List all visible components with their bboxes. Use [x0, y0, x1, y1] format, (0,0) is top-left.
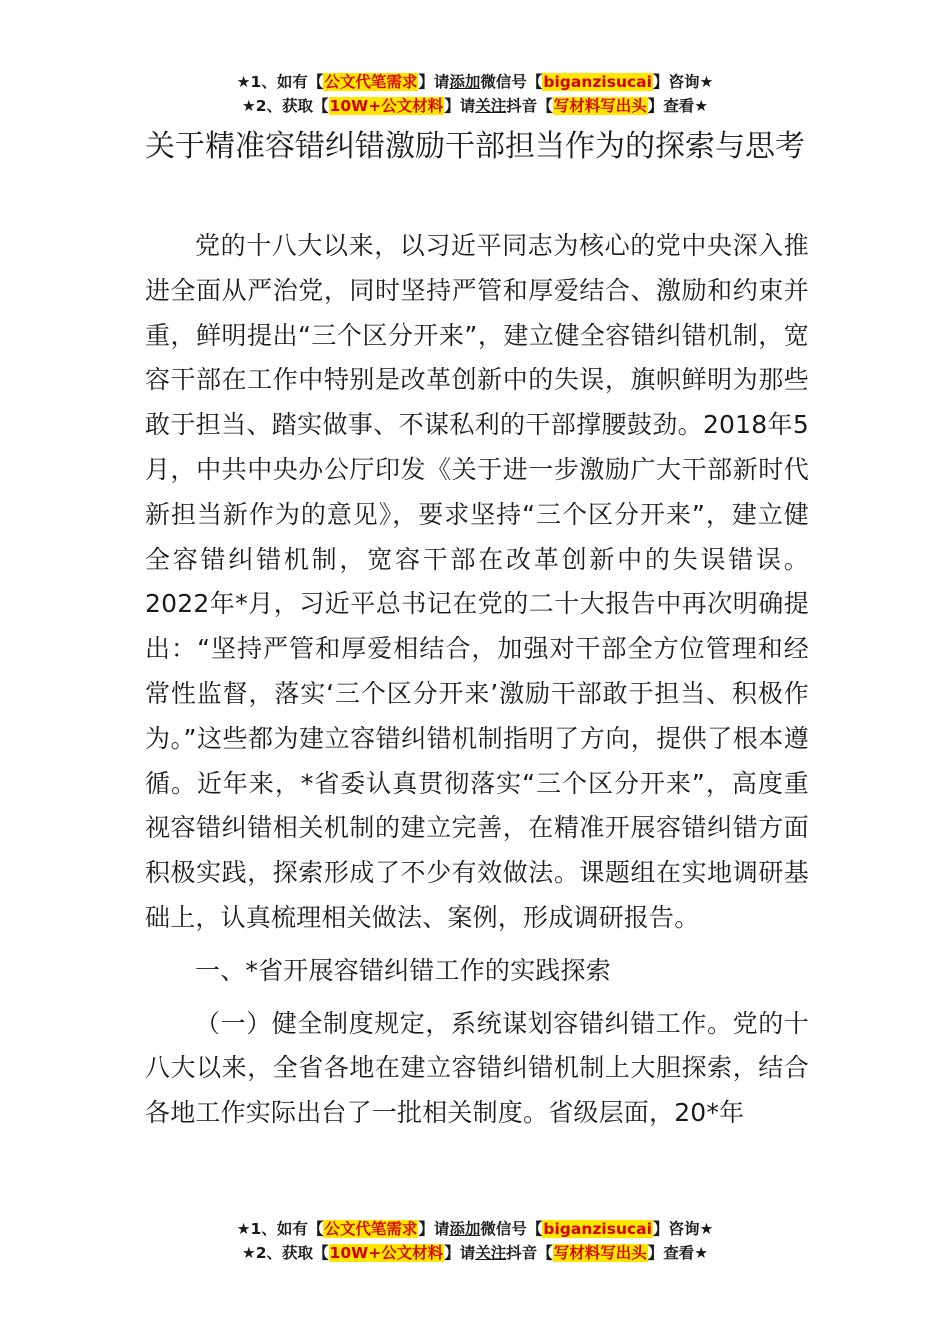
promo-line-2: ★2、获取【10W+公文材料】请关注抖音【写材料写出头】查看★ — [241, 97, 709, 115]
promo-highlight: 公文代笔需求 — [324, 1220, 418, 1238]
promo-banner-top — [0, 70, 950, 118]
promo-banner-bottom — [0, 1217, 950, 1265]
promo-douyin-name: 写材料写出头 — [553, 1244, 647, 1262]
promo-highlight: 10W+公文材料 — [329, 97, 444, 115]
promo-wechat-id: biganzisucai — [543, 1220, 652, 1238]
promo-douyin-name: 写材料写出头 — [553, 97, 647, 115]
promo-line-2: ★2、获取【10W+公文材料】请关注抖音【写材料写出头】查看★ — [241, 1244, 709, 1262]
intro-paragraph: 党的十八大以来，以习近平同志为核心的党中央深入推进全面从严治党，同时坚持严管和厚爱结合、激励和约束并重，鲜明提出“三个区分开来”，建立健全容错纠错机制，宽容干部在工作中特别是改革创新中的失误，旗帜鲜明为那些敢于担当、踏实做事、不谋私利的干部撑腰鼓劲。2018年5月，中共中央办公厅印发《关于进一步激励广大干部新时代新担当新作为的意见》，要求坚持“三个区分开来”，建立健全容错纠错机制，宽容干部在改革创新中的失误错误。2022年*月，习近平总书记在党的二十大报告中再次明确提出：“坚持严管和厚爱相结合，加强对干部全方位管理和经常性监督，落实‘三个区分开来’激励干部敢于担当、积极作为。”这些都为建立容错纠错机制指明了方向，提供了根本遵循。近年来，*省委认真贯彻落实“三个区分开来”，高度重视容错纠错相关机制的建立完善，在精准开展容错纠错方面积极实践，探索形成了不少有效做法。课题组在实地调研基础上，认真梳理相关做法、案例，形成调研报告。 — [145, 231, 809, 932]
promo-highlight: 公文代笔需求 — [324, 73, 418, 91]
promo-line-1: ★1、如有【公文代笔需求】请添加微信号【biganzisucai】咨询★ — [236, 1220, 714, 1238]
document-body — [145, 224, 809, 1136]
promo-line-1: ★1、如有【公文代笔需求】请添加微信号【biganzisucai】咨询★ — [236, 73, 714, 91]
subsection-paragraph: （一）健全制度规定，系统谋划容错纠错工作。党的十八大以来，全省各地在建立容错纠错机制上大胆探索，结合各地工作实际出台了一批相关制度。省级层面，20*年 — [145, 1008, 809, 1128]
section-heading: 一、*省开展容错纠错工作的实践探索 — [195, 955, 611, 985]
promo-wechat-id: biganzisucai — [543, 73, 652, 91]
document-title: 关于精准容错纠错激励干部担当作为的探索与思考 — [145, 129, 805, 164]
promo-highlight: 10W+公文材料 — [329, 1244, 444, 1262]
